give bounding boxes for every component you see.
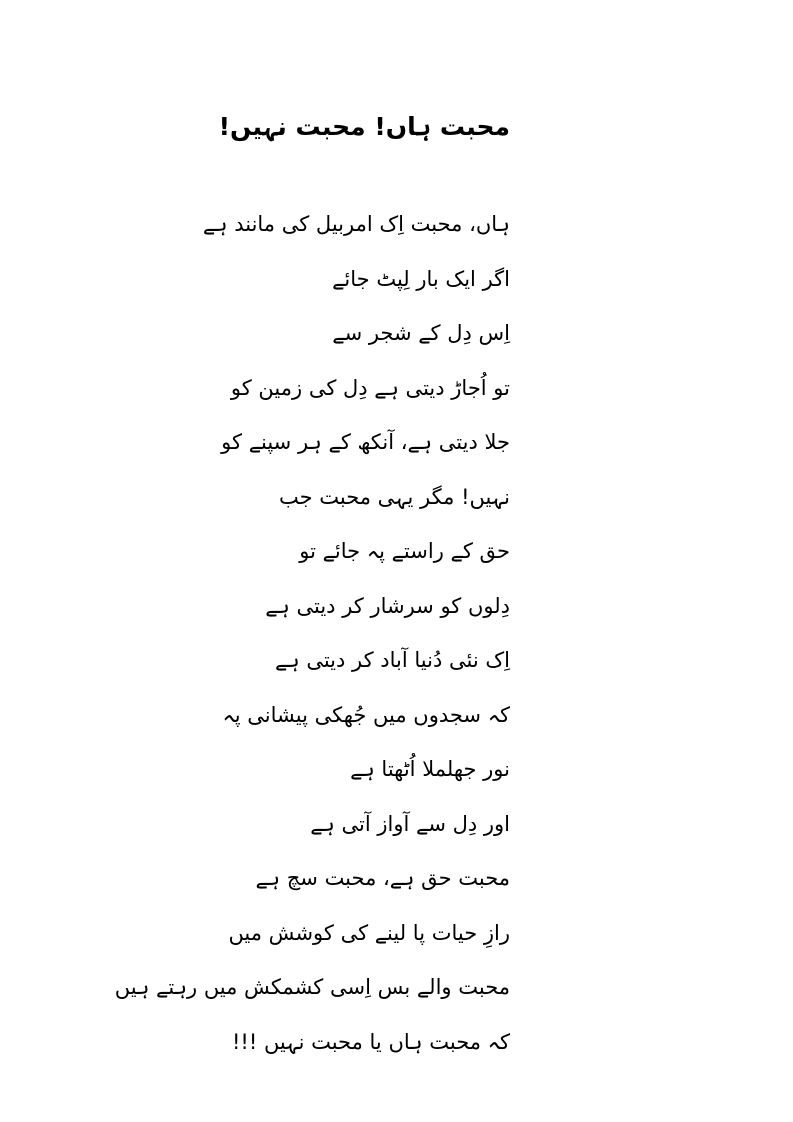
poem-line: اگر ایک بار لِپٹ جائے [332, 266, 510, 291]
poem [70, 105, 510, 1069]
poem-line: محبت والے بس اِسی کشمکش میں رہتے ہیں [114, 975, 510, 999]
poem-line: نہیں! مگر یہی محبت جب [278, 484, 510, 509]
poem-line: کہ سجدوں میں جُھکی پیشانی پہ [222, 702, 510, 727]
poem-line: جلا دیتی ہے، آنکھ کے ہر سپنے کو [221, 430, 510, 454]
poem-line: اِک نئی دُنیا آباد کر دیتی ہے [275, 648, 510, 672]
poem-line: حق کے راستے پہ جائے تو [299, 539, 510, 563]
poem-line: تو اُجاڑ دیتی ہے دِل کی زمین کو [230, 375, 510, 400]
poem-line: محبت حق ہے، محبت سچ ہے [255, 866, 510, 890]
poem-line: نور جھلملا اُٹھتا ہے [350, 757, 510, 781]
poem-line: کہ محبت ہاں یا محبت نہیں !!! [232, 1029, 510, 1054]
poem-line: دِلوں کو سرشار کر دیتی ہے [265, 593, 510, 618]
poem-line: ہاں، محبت اِک امربیل کی مانند ہے [202, 212, 510, 236]
poem-line: اور دِل سے آواز آتی ہے [310, 811, 510, 836]
poem-line: رازِ حیات پا لینے کی کوشش میں [228, 920, 510, 945]
poem-title: محبت ہاں! محبت نہیں! [218, 112, 510, 141]
poem-line: اِس دِل کے شجر سے [332, 321, 510, 345]
